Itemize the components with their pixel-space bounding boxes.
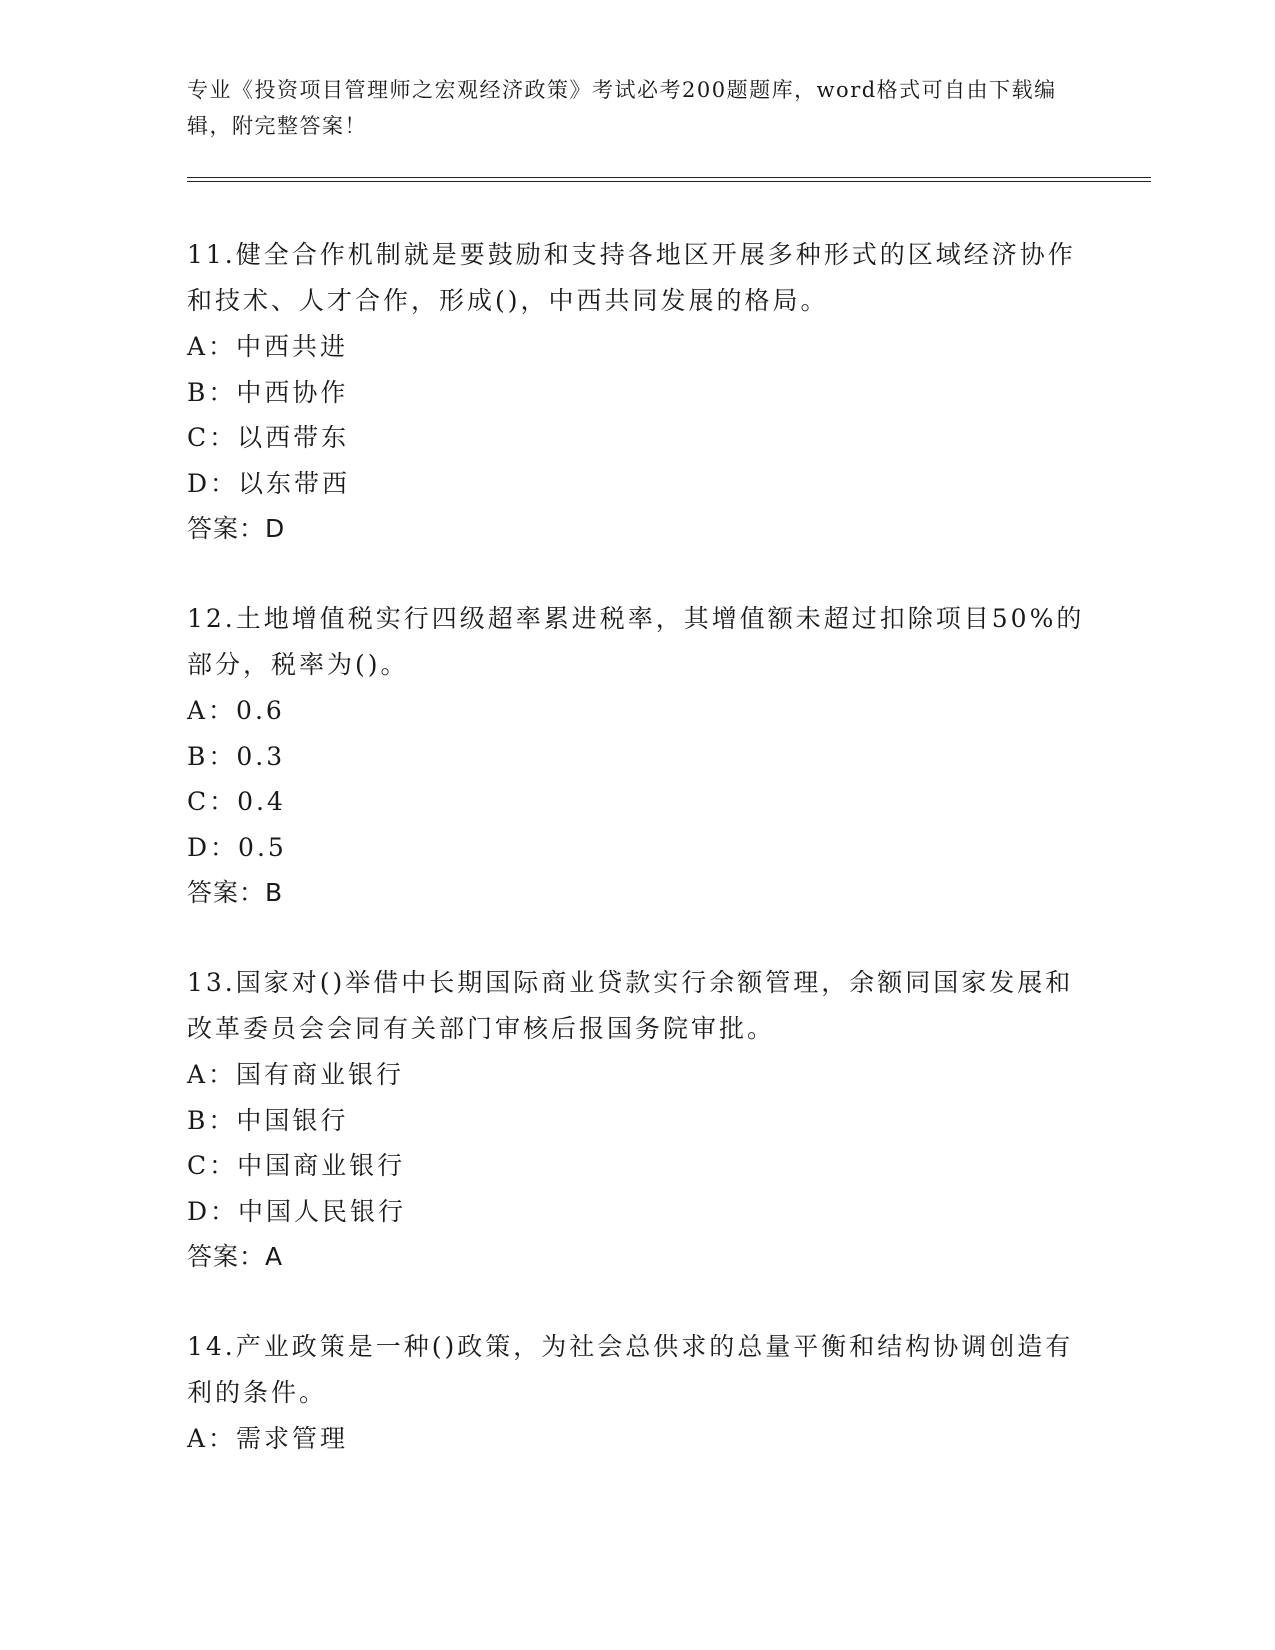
question-stem: 11.健全合作机制就是要鼓励和支持各地区开展多种形式的区域经济协作和技术、人才合作，形成()，中西共同发展的格局。 — [187, 240, 1076, 315]
header-divider-bottom — [187, 181, 1151, 182]
answer: 答案：B — [187, 878, 284, 907]
option-b: B：0.3 — [187, 741, 286, 771]
question-11 — [187, 232, 1087, 552]
answer: 答案：A — [187, 1242, 284, 1271]
option-d: D：以东带西 — [187, 468, 351, 498]
question-stem: 14.产业政策是一种()政策，为社会总供求的总量平衡和结构协调创造有利的条件。 — [187, 1332, 1074, 1407]
answer: 答案：D — [187, 514, 286, 543]
option-c: C：中国商业银行 — [187, 1151, 406, 1180]
question-stem: 12.土地增值税实行四级超率累进税率，其增值额未超过扣除项目50%的部分，税率为()。 — [187, 604, 1085, 679]
question-14 — [187, 1324, 1087, 1462]
question-stem: 13.国家对()举借中长期国际商业贷款实行余额管理，余额同国家发展和改革委员会会同有关部门审核后报国务院审批。 — [187, 968, 1074, 1043]
question-13 — [187, 960, 1087, 1280]
option-c: C：0.4 — [187, 787, 286, 816]
option-c: C：以西带东 — [187, 423, 350, 452]
header-divider-top — [187, 177, 1151, 178]
option-a: A：中西共进 — [187, 332, 349, 361]
option-b: B：中西协作 — [187, 377, 349, 407]
option-b: B：中国银行 — [187, 1105, 349, 1135]
option-d: D：中国人民银行 — [187, 1196, 407, 1226]
option-d: D：0.5 — [187, 832, 287, 862]
option-a: A：0.6 — [187, 696, 285, 725]
option-a: A：需求管理 — [187, 1424, 349, 1453]
option-a: A：国有商业银行 — [187, 1060, 405, 1089]
question-12 — [187, 596, 1087, 916]
document-header: 专业《投资项目管理师之宏观经济政策》考试必考200题题库，word格式可自由下载编辑，附完整答案！ — [187, 78, 1057, 138]
